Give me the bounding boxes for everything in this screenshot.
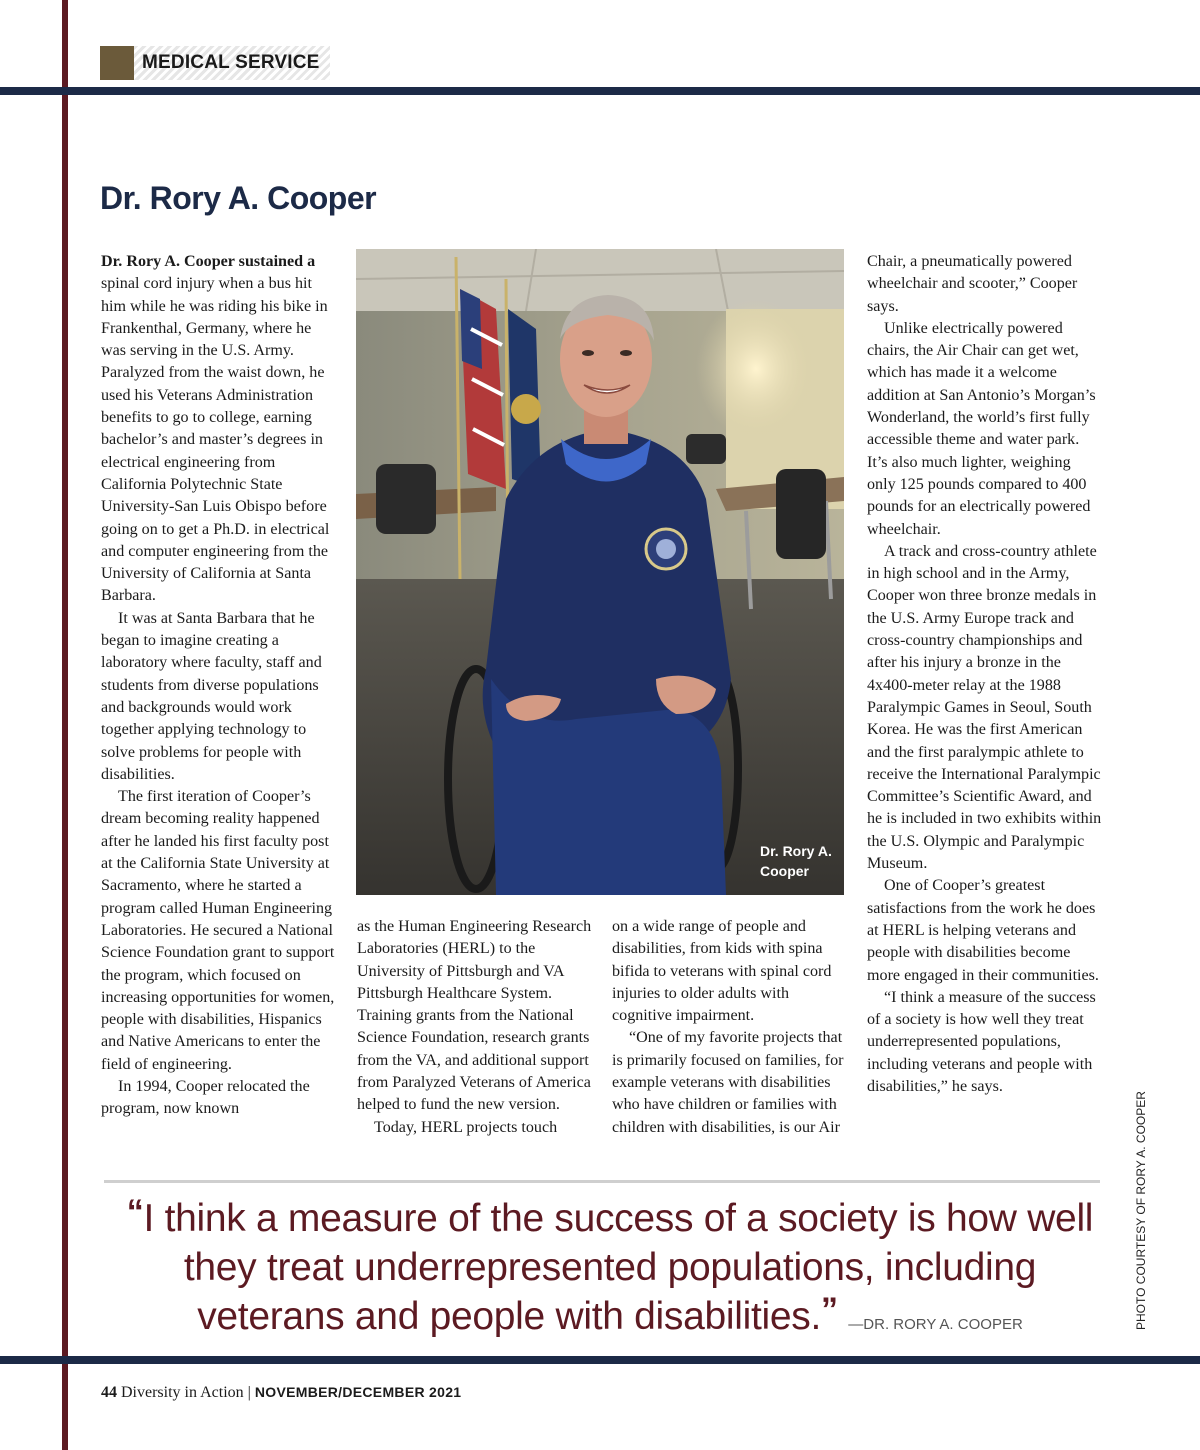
paragraph: “I think a measure of the success of a society is how well they treat underrepresented populations, including veterans and people with disabilities,” he says.	[867, 988, 1096, 1095]
paragraph: Unlike electrically powered chairs, the Air Chair can get wet, which has made it a welcome addition at San Antonio’s Morgan’s Wonderland, the world’s first fully accessible theme and water park. It’s also much lighter, weighing only 125 pounds compared to 400 pounds for an electrically powered wheelchair.	[867, 319, 1096, 538]
pull-quote-attribution: —DR. RORY A. COOPER	[848, 1316, 1023, 1333]
text-column-3	[612, 916, 848, 1139]
paragraph: as the Human Engineering Research Laboratories (HERL) to the University of Pittsburgh and VA Pittsburgh Healthcare System. Training grants from the National Science Foundation, research grants from the VA, and additional support from Paralyzed Veterans of America helped to fund the new version.	[357, 918, 592, 1114]
publication-name: Diversity in Action	[121, 1384, 244, 1401]
article-title: Dr. Rory A. Cooper	[100, 180, 377, 216]
text-column-4	[867, 251, 1103, 1098]
pull-quote-period: .	[810, 1295, 822, 1338]
text-column-1	[101, 251, 337, 1121]
photo-credit: PHOTO COURTESY OF RORY A. COOPER	[1134, 1091, 1148, 1330]
section-label: MEDICAL SERVICE	[134, 46, 330, 80]
text-column-2	[357, 916, 593, 1139]
lead-in: Dr. Rory A. Cooper sustained a	[101, 253, 316, 270]
section-tag-swatch	[100, 46, 134, 80]
header-rule	[0, 87, 1200, 95]
close-quote-mark: ”	[821, 1291, 838, 1329]
paragraph: The first iteration of Cooper’s dream becoming reality happened after he landed his first faculty post at the California State University at Sacramento, where he started a program called Human Engineering Laboratories. He secured a National Science Foundation grant to support the program, which focused on increasing opportunities for women, people with disabilities, Hispanics and Native Americans to enter the field of engineering.	[101, 788, 335, 1073]
paragraph: “One of my favorite projects that is primarily focused on families, for example veterans with disabilities who have children or families with children with disabilities, is our Air	[612, 1029, 844, 1136]
paragraph: It was at Santa Barbara that he began to imagine creating a laboratory where faculty, staff and students from diverse populations and backgrounds would work together applying technology to solve problems for people with disabilities.	[101, 609, 322, 783]
page-number: 44	[101, 1384, 117, 1401]
footer-separator: |	[247, 1384, 251, 1401]
page-footer	[101, 1384, 461, 1402]
paragraph: In 1994, Cooper relocated the program, now known	[101, 1077, 310, 1118]
paragraph: A track and cross-country athlete in high school and in the Army, Cooper won three bronze medals in the U.S. Army Europe track and cross-country championships and after his injury a bronze in the 4x400-meter relay at the 1988 Paralympic Games in Seoul, South Korea. He was the first American and the first paralympic athlete to receive the International Paralympic Committee’s Scientific Award, and he is included in two exhibits within the U.S. Olympic and Paralympic Museum.	[867, 542, 1102, 873]
issue-date: NOVEMBER/DECEMBER 2021	[254, 1384, 462, 1400]
paragraph: Today, HERL projects touch	[374, 1118, 558, 1136]
photo-caption: Dr. Rory A. Cooper	[760, 843, 832, 879]
left-margin-rule	[62, 0, 68, 1450]
pull-quote-text: I think a measure of the success of a society is how well they treat underrepresented populations, including veterans and people with disabilities	[143, 1197, 1094, 1338]
footer-rule	[0, 1356, 1200, 1364]
paragraph: on a wide range of people and disabilities, from kids with spina bifida to veterans with spinal cord injuries to older adults with cognitive impairment.	[612, 918, 832, 1025]
section-tag	[100, 46, 330, 80]
paragraph: Chair, a pneumatically powered wheelchair and scooter,” Cooper says.	[867, 253, 1078, 315]
portrait-illustration	[356, 249, 844, 895]
pull-quote-rule	[104, 1180, 1100, 1183]
pull-quote	[120, 1194, 1100, 1349]
portrait-photo	[356, 249, 844, 895]
paragraph: One of Cooper’s greatest satisfactions from the work he does at HERL is helping veterans and people with disabilities become more engaged in their communities.	[867, 877, 1099, 984]
open-quote-mark: “	[126, 1193, 144, 1231]
paragraph: Dr. Rory A. Cooper sustained a spinal cord injury when a bus hit him while he was riding his bike in Frankenthal, Germany, where he was serving in the U.S. Army. Paralyzed from the waist down, he used his Veterans Administration benefits to go to college, earning bachelor’s and master’s degrees in electrical engineering from California Polytechnic State University-San Luis Obispo before going on to get a Ph.D. in electrical and computer engineering from the University of California at Santa Barbara.	[101, 253, 330, 605]
